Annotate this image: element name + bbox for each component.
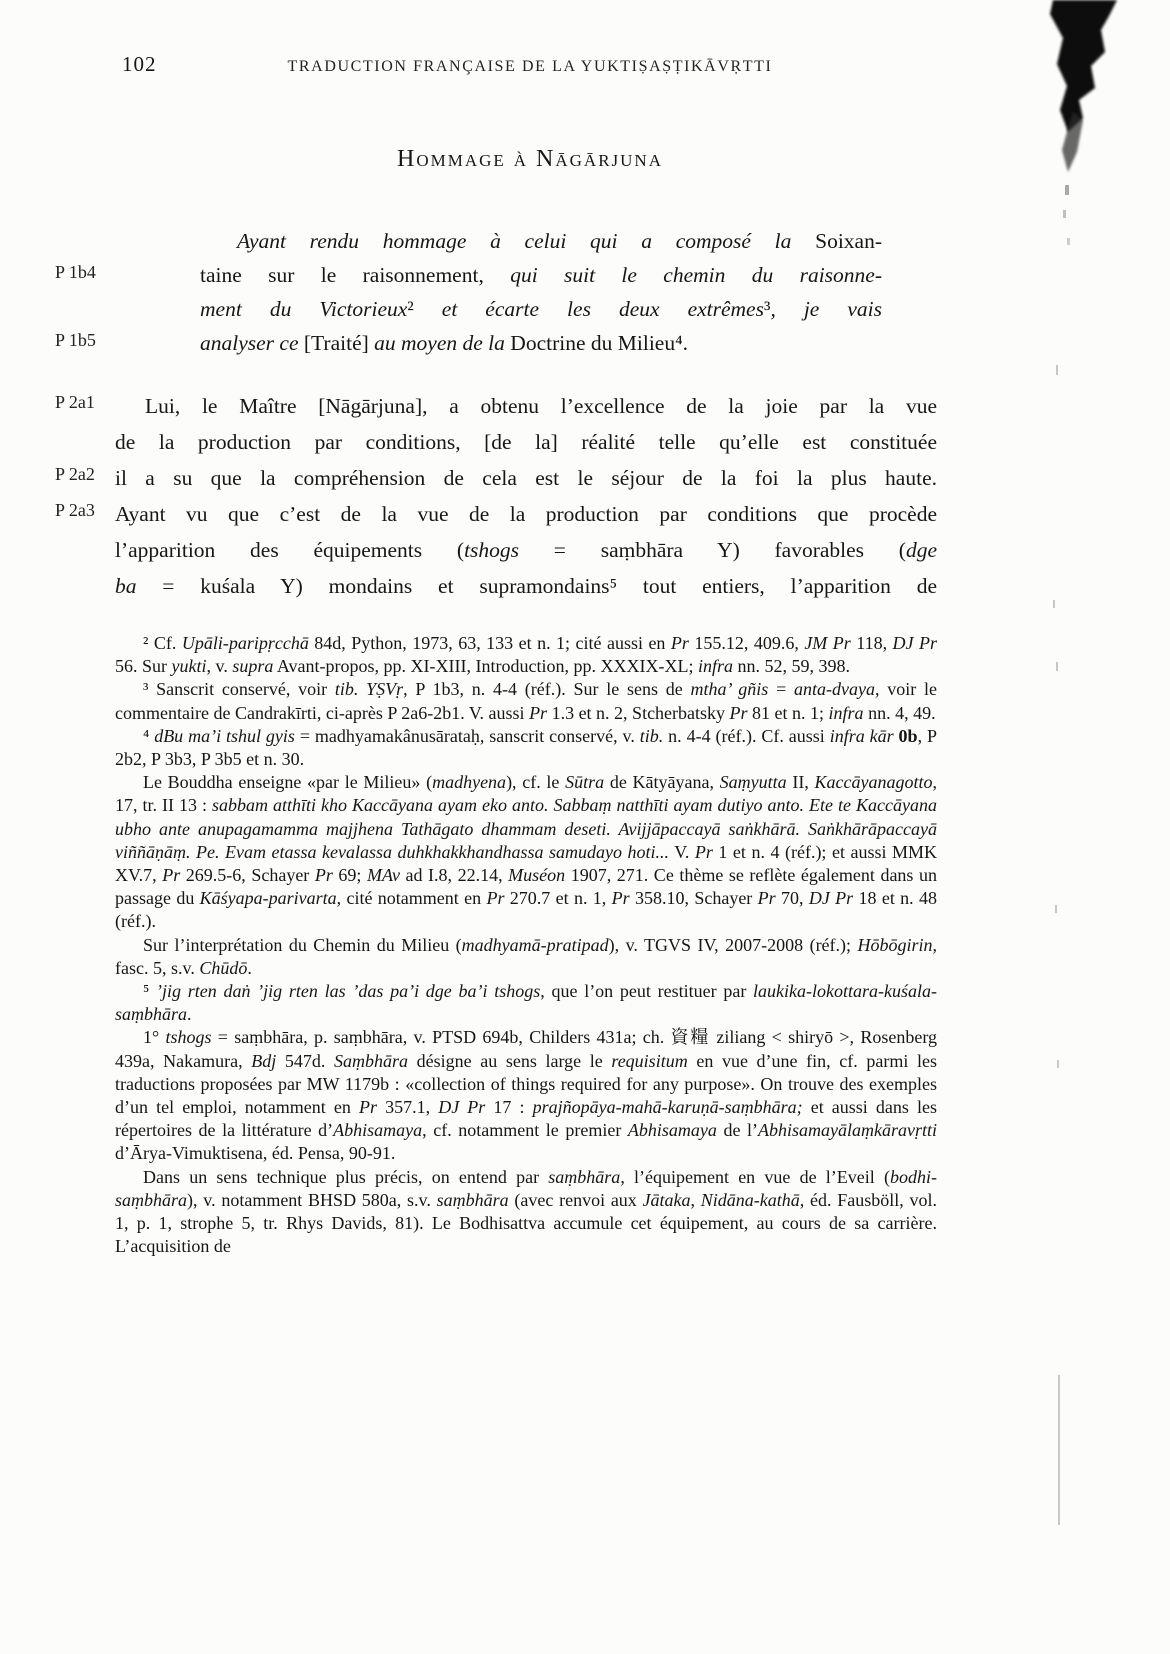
footnote-5-continued-2: Dans un sens technique plus précis, on entend par saṃbhāra, l’équipement en vue de l’Eveil (bodhi-saṃbhāra), v. notamment BHSD 580a, s.v. saṃbhāra (avec renvoi aux Jātaka, Nidāna-kathā, éd. Fausböll, vol. 1, p. 1, strophe 5, tr. Rhys Davids, 81). Le Bodhisattva accumule cet équipement, au cours de sa carrière. L’acquisition de	[115, 1166, 938, 1257]
verse-block	[200, 224, 882, 360]
footnote-2: ² Cf. Upāli-paripṛcchā 84d, Python, 1973, 63, 133 et n. 1; cité aussi en Pr 155.12, 409.6, JM Pr 118, DJ Pr 56. Sur yukti, v. supra Avant-propos, pp. XI-XIII, Introduction, pp. XXXIX-XL; infra nn. 52, 59, 398.	[115, 633, 937, 677]
section-title: Hommage à Nāgārjuna	[396, 146, 663, 172]
scan-mark-artifact	[1056, 365, 1058, 375]
footnote-5: ⁵ ’jig rten daṅ ’jig rten las ’das pa’i dge ba’i tshogs, que l’on peut restituer par laukika-lokottara-kuśala-saṃbhāra.	[115, 981, 938, 1025]
footnote-5-continued: 1° tshogs = saṃbhāra, p. saṃbhāra, v. PTSD 694b, Childers 431a; ch. 資糧 ziliang < shiryō >, Rosenberg 439a, Nakamura, Bdj 547d. Saṃbhāra désigne au sens large le requisitum en vue d’une fin, cf. parmi les traductions proposées par MW 1179b : «collection of things required for any purpose». On trouve des exemples d’un tel emploi, notamment en Pr 357.1, DJ Pr 17 : prajñopāya-mahā-karuṇā-saṃbhāra; et aussi dans les répertoires de la littérature d’Abhisamaya, cf. notamment le premier Abhisamaya de l’Abhisamayālaṃkāravṛtti d’Ārya-Vimuktisena, éd. Pensa, 90-91.	[115, 1027, 938, 1164]
body-line: ba = kuśala Y) mondains et supramondains⁵ tout entiers, l’apparition de	[115, 574, 937, 598]
footnotes	[115, 632, 937, 1258]
scan-fold-artifact	[1058, 1375, 1060, 1525]
scan-mark-artifact	[1056, 662, 1058, 671]
scan-smudge-artifact	[1005, 0, 1125, 260]
verse-line: analyser ce [Traité] au moyen de la Doctrine du Milieu⁴.	[200, 331, 688, 355]
verse-line: Ayant rendu hommage à celui qui a composé la Soixan-	[237, 229, 882, 253]
main-text	[115, 388, 937, 604]
page-number: 102	[122, 52, 157, 76]
margin-label-p1b4: P 1b4	[55, 262, 96, 282]
footnote-4: ⁴ dBu ma’i tshul gyis = madhyamakânusārataḥ, sanscrit conservé, v. tib. n. 4-4 (réf.). Cf. aussi infra kār 0b, P 2b2, P 3b3, P 3b5 et n. 30.	[115, 725, 937, 770]
footnote-4-continued-2: Sur l’interprétation du Chemin du Milieu (madhyamā-pratipad), v. TGVS IV, 2007-2008 (réf.); Hōbōgirin, fasc. 5, s.v. Chūdō.	[115, 934, 938, 978]
scan-mark-artifact	[1055, 905, 1057, 913]
verse-line: taine sur le raisonnement, qui suit le chemin du raisonne-	[200, 263, 882, 287]
running-title: TRADUCTION FRANÇAISE DE LA YUKTIṢAṢṬIKĀVṚTTI	[287, 58, 773, 75]
margin-label-p2a1: P 2a1	[55, 392, 95, 412]
body-line: l’apparition des équipements (tshogs = saṃbhāra Y) favorables (dge	[115, 538, 937, 562]
scan-mark-artifact	[1053, 600, 1055, 608]
body-line: il a su que la compréhension de cela est le séjour de la foi la plus haute.	[115, 466, 937, 490]
footnote-4-continued: Le Bouddha enseigne «par le Milieu» (madhyena), cf. le Sūtra de Kātyāyana, Saṃyutta II, Kaccāyanagotto, 17, tr. II 13 : sabbam atthīti kho Kaccāyana ayam eko anto. Sabbaṃ natthīti ayam dutiyo anto. Ete te Kaccāyana ubho ante anupagamamma majjhena Tathāgato dhammam deseti. Avijjāpaccayā saṅkhārā. Saṅkhārāpaccayā viññāṇāṃ. Pe. Evam etassa kevalassa duhkhakkhandhassa samudayo hoti... V. Pr 1 et n. 4 (réf.); et aussi MMK XV.7, Pr 269.5-6, Schayer Pr 69; MAv ad I.8, 22.14, Muséon 1907, 271. Ce thème se reflète également dans un passage du Kāśyapa-parivarta, cité notamment en Pr 270.7 et n. 1, Pr 358.10, Schayer Pr 70, DJ Pr 18 et n. 48 (réf.).	[115, 772, 938, 932]
scan-mark-artifact	[1057, 1060, 1059, 1068]
footnote-3: ³ Sanscrit conservé, voir tib. YṢVṛ, P 1b3, n. 4-4 (réf.). Sur le sens de mtha’ gñis = anta-dvaya, voir le commentaire de Candrakīrti, ci-après P 2a6-2b1. V. aussi Pr 1.3 et n. 2, Stcherbatsky Pr 81 et n. 1; infra nn. 4, 49.	[115, 679, 937, 723]
body-line: de la production par conditions, [de la] réalité telle qu’elle est constituée	[115, 430, 937, 454]
body-line: Ayant vu que c’est de la vue de la production par conditions que procède	[115, 502, 937, 526]
margin-label-p2a3: P 2a3	[55, 500, 95, 520]
verse-line: ment du Victorieux² et écarte les deux extrêmes³, je vais	[200, 297, 883, 321]
body-line: Lui, le Maître [Nāgārjuna], a obtenu l’excellence de la joie par la vue	[145, 394, 937, 418]
margin-label-p1b5: P 1b5	[55, 330, 96, 350]
margin-label-p2a2: P 2a2	[55, 464, 95, 484]
